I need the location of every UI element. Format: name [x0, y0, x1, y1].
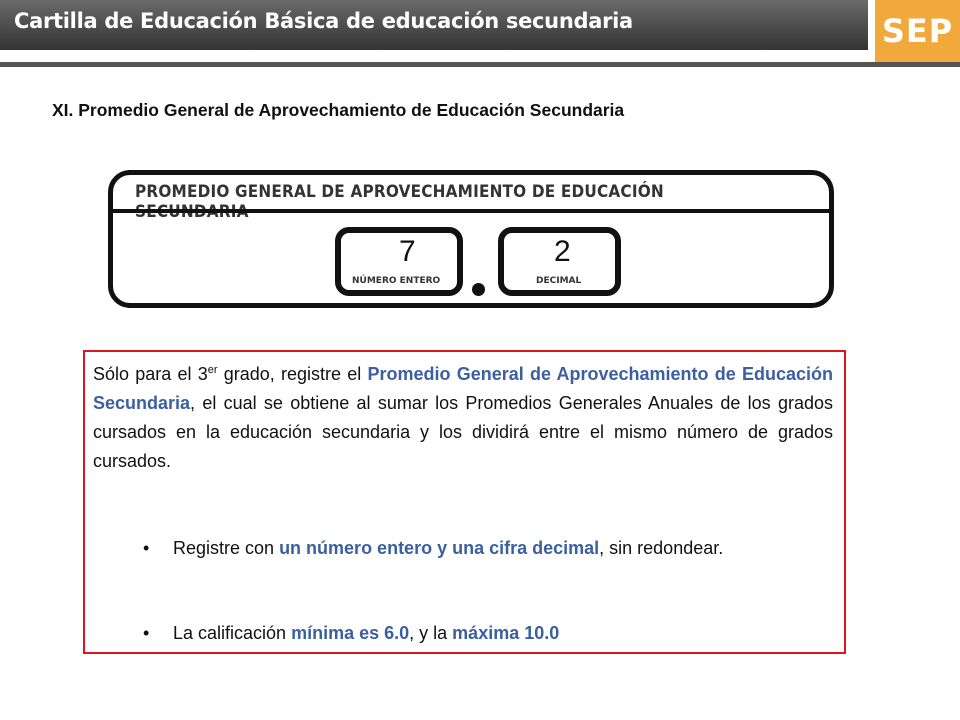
bullet-marker: • [143, 538, 150, 558]
bullet-item [143, 619, 833, 648]
para-text-3: , el cual se obtiene al sumar los Promedios Generales Anuales de los grados cursados en la educación secundaria y los dividirá entre el mismo número de grados cursados. [93, 393, 833, 471]
document-title: Cartilla de Educación Básica de educación secundaria [14, 9, 633, 33]
card-title: PROMEDIO GENERAL DE APROVECHAMIENTO DE EDUCACIÓN [135, 182, 664, 202]
header [0, 0, 960, 62]
section-title: XI. Promedio General de Aprovechamiento de Educación Secundaria [52, 100, 625, 120]
integer-box [335, 227, 463, 296]
bullet1-text-2: , sin redondear. [599, 538, 724, 558]
integer-value: 7 [399, 235, 416, 268]
para-text-2: grado, registre el [217, 364, 368, 384]
integer-label: NÚMERO ENTERO [352, 276, 441, 286]
card-divider [113, 209, 829, 213]
bullet2-text-1: La calificación [173, 623, 292, 643]
para-highlight: Promedio General de Aprovechamiento de Educación Secundaria [93, 364, 834, 413]
average-card [108, 170, 834, 308]
para-text-1: Sólo para el 3 [93, 364, 208, 384]
bullet1-highlight: un número entero y una cifra decimal [279, 538, 600, 558]
decimal-box [498, 227, 621, 296]
instructions-paragraph [93, 360, 833, 476]
decimal-point [472, 283, 485, 296]
title-bar [0, 0, 868, 50]
bullet-item [143, 534, 833, 563]
header-divider [0, 62, 960, 67]
bullet1-text-1: Registre con [173, 538, 280, 558]
bullet2-highlight-1: mínima es 6.0 [291, 623, 410, 643]
bullet-marker: • [143, 623, 150, 643]
para-superscript: er [207, 364, 218, 376]
instructions-box [83, 350, 846, 654]
bullet2-highlight-2: máxima 10.0 [452, 623, 560, 643]
bullet2-text-2: , y la [409, 623, 453, 643]
decimal-label: DECIMAL [536, 276, 582, 286]
sep-logo [875, 0, 960, 62]
sep-logo-text: SEP [881, 12, 954, 50]
decimal-value: 2 [554, 235, 571, 268]
